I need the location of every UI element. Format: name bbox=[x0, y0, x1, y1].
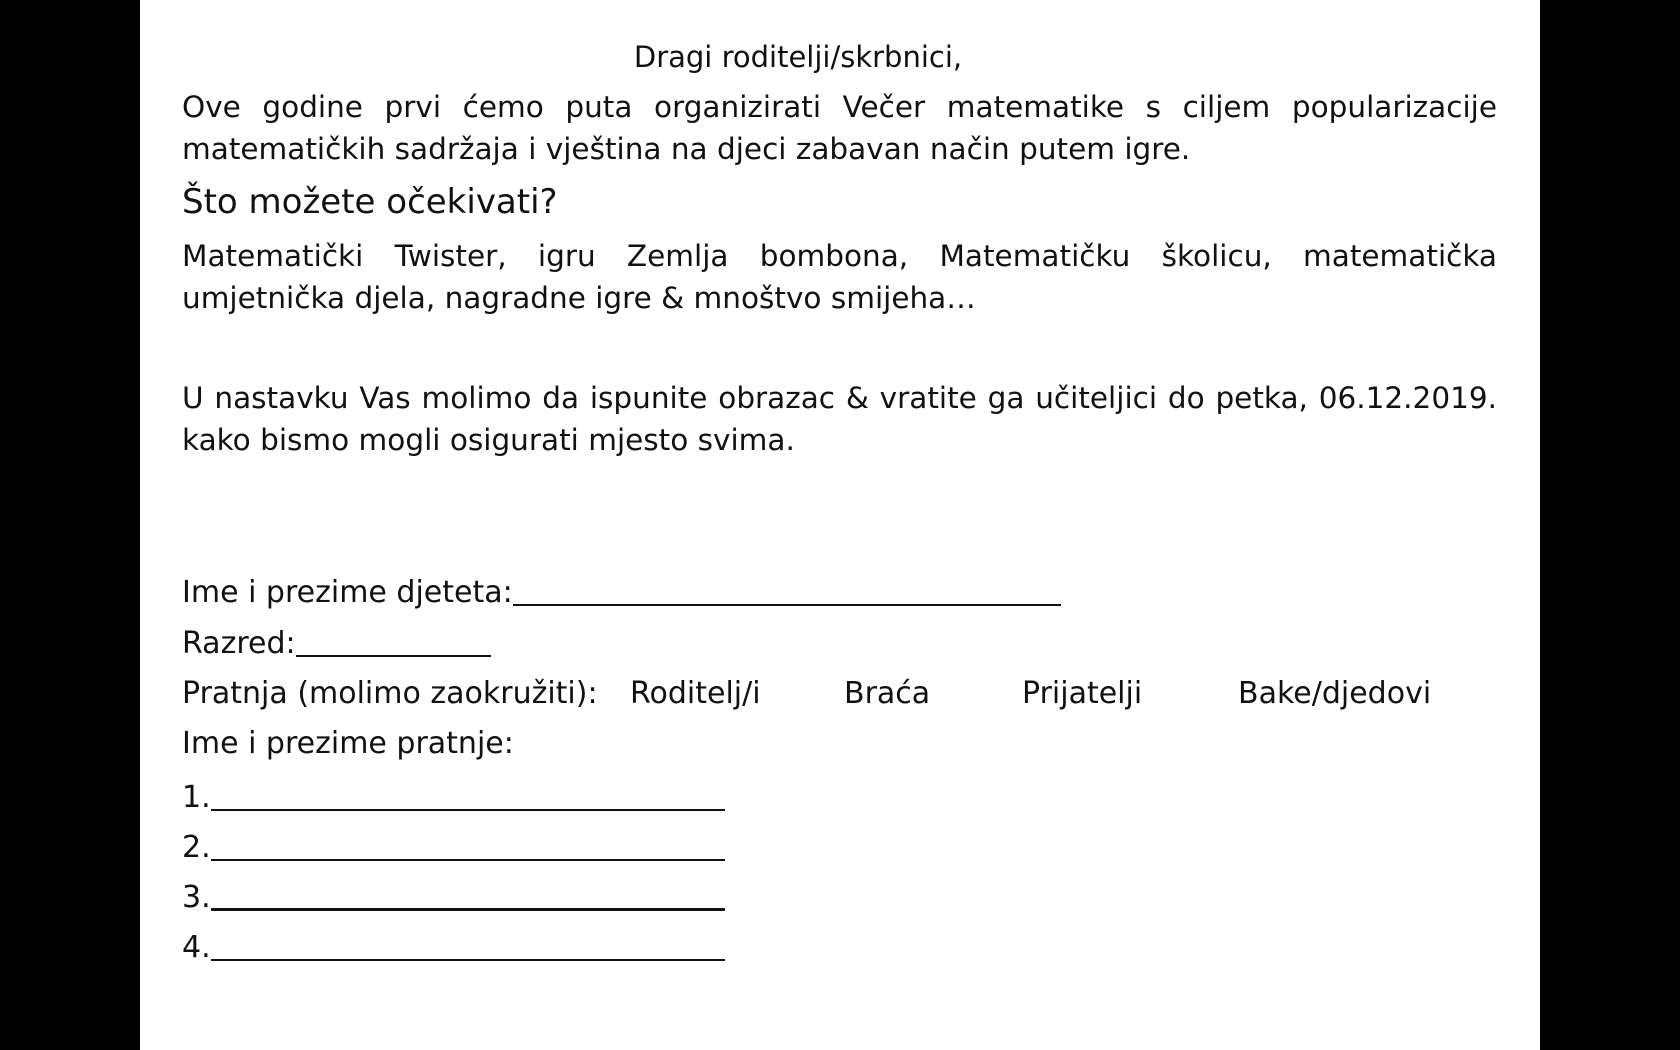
child-name-input[interactable] bbox=[513, 578, 1061, 606]
escort-option-parents[interactable]: Roditelj/i bbox=[630, 676, 761, 711]
escort-option-grandparents[interactable]: Bake/djedovi bbox=[1238, 676, 1432, 711]
escort-name-input-1[interactable] bbox=[211, 783, 725, 811]
escort-line-number: 2. bbox=[182, 830, 211, 865]
escort-option-siblings[interactable]: Braća bbox=[844, 676, 931, 711]
escort-line-number: 3. bbox=[182, 880, 211, 915]
escort-line-4 bbox=[182, 928, 725, 968]
escort-names-label: Ime i prezime pratnje: bbox=[182, 726, 514, 761]
escort-line-1 bbox=[182, 778, 725, 818]
intro-paragraph: Ove godine prvi ćemo puta organizirati Večer matematike s ciljem popularizacije matematičkih sadržaja i vještina na djeci zabavan način putem igre. bbox=[182, 90, 1497, 166]
document-page bbox=[140, 0, 1540, 1050]
expectations-paragraph: Matematički Twister, igru Zemlja bombona, Matematičku školicu, matematička umjetnička djela, nagradne igre & mnoštvo smijeha… bbox=[182, 239, 1497, 315]
escort-label: Pratnja (molimo zaokružiti): bbox=[182, 676, 598, 711]
escort-line-number: 1. bbox=[182, 780, 211, 815]
escort-line-2 bbox=[182, 828, 725, 868]
escort-name-input-2[interactable] bbox=[211, 833, 725, 861]
escort-line-number: 4. bbox=[182, 930, 211, 965]
escort-name-input-3[interactable] bbox=[211, 882, 725, 911]
grade-input[interactable] bbox=[296, 629, 491, 657]
escort-choice-row bbox=[182, 674, 1497, 714]
expectations-heading: Što možete očekivati? bbox=[182, 182, 558, 222]
greeting: Dragi roditelji/skrbnici, bbox=[633, 40, 963, 74]
grade-label: Razred: bbox=[182, 626, 296, 661]
escort-name-input-4[interactable] bbox=[211, 933, 725, 961]
request-paragraph: U nastavku Vas molimo da ispunite obrazac & vratite ga učiteljici do petka, 06.12.2019. kako bismo mogli osigurati mjesto svima. bbox=[182, 381, 1497, 457]
escort-line-3 bbox=[182, 878, 725, 918]
child-name-field bbox=[182, 573, 1061, 613]
escort-option-friends[interactable]: Prijatelji bbox=[1022, 676, 1143, 711]
child-name-label: Ime i prezime djeteta: bbox=[182, 575, 513, 610]
grade-field bbox=[182, 624, 491, 664]
